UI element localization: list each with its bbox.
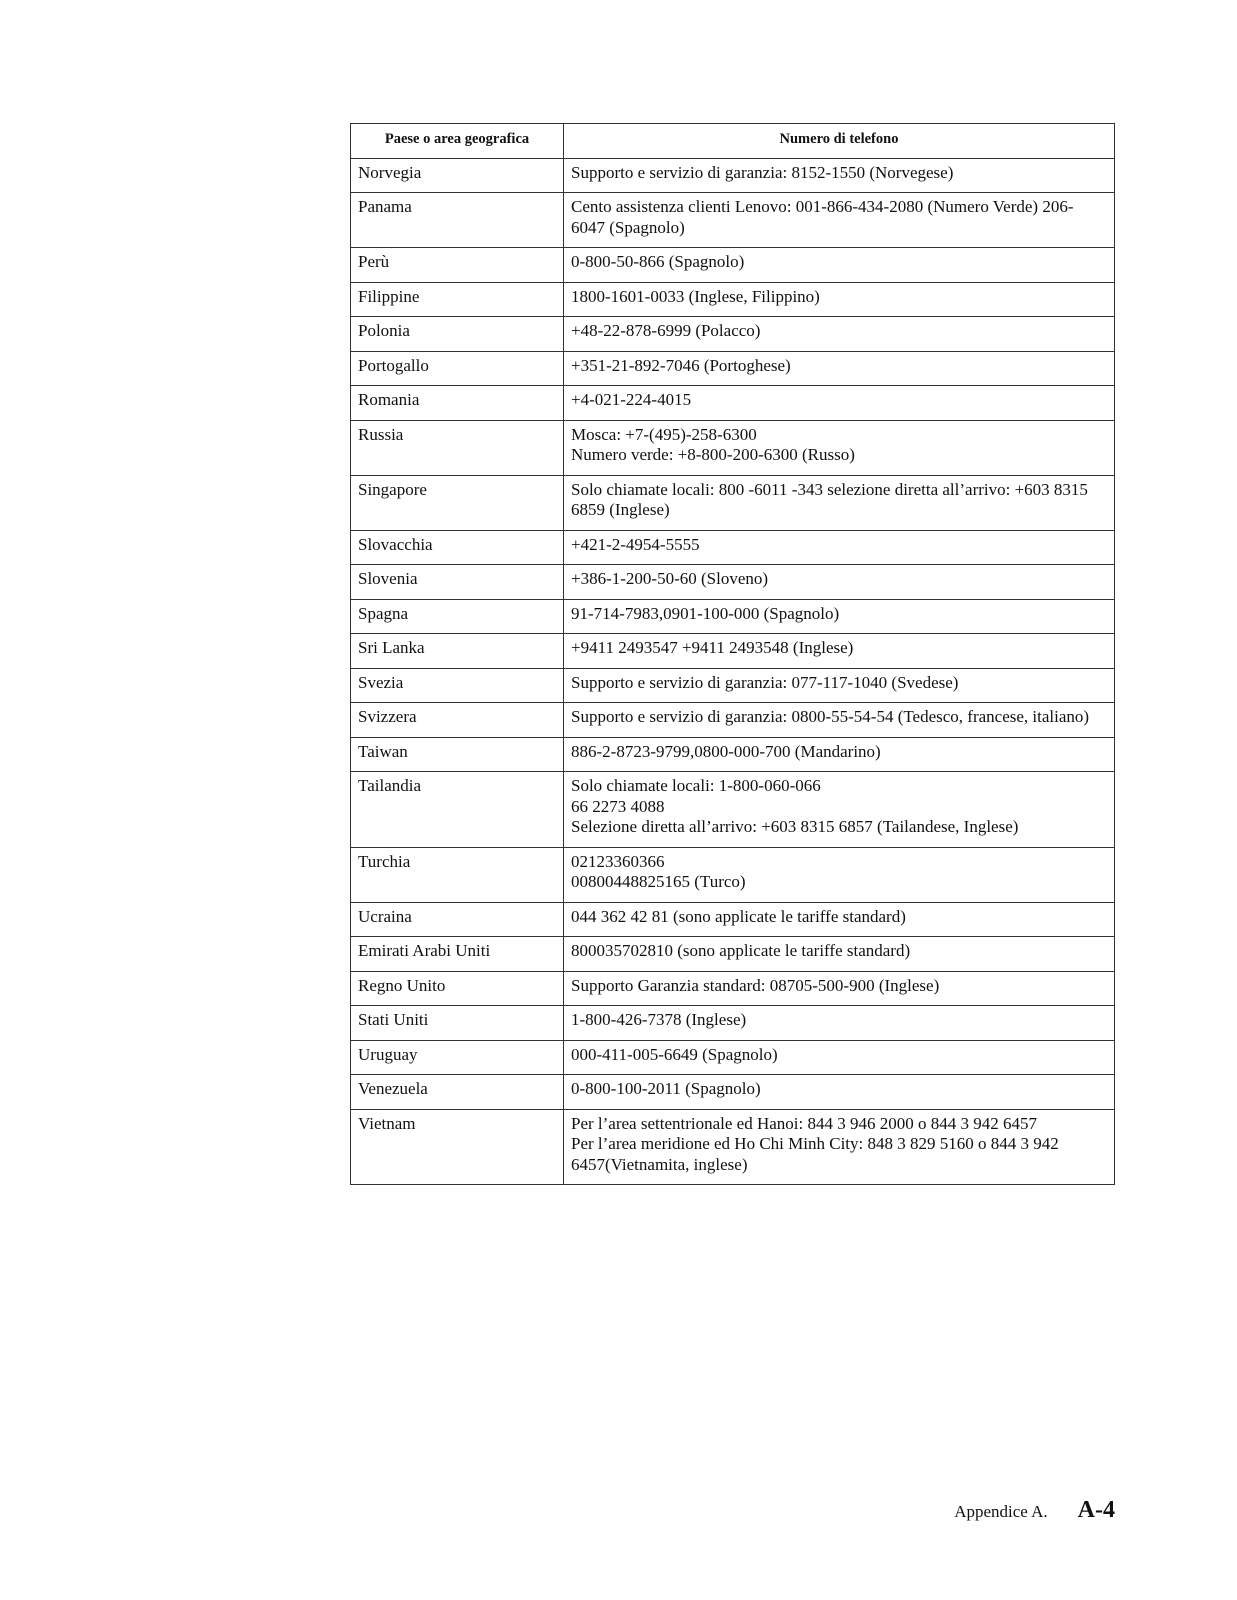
country-cell: Svizzera [351,703,564,738]
country-cell: Turchia [351,847,564,902]
table-row [351,386,1115,421]
phone-cell [564,530,1115,565]
phone-cell [564,772,1115,848]
phone-line: 0-800-50-866 (Spagnolo) [571,252,745,271]
phone-cell [564,634,1115,669]
phone-line: 886-2-8723-9799,0800-000-700 (Mandarino) [571,741,881,761]
country-cell: Panama [351,193,564,248]
phone-cell [564,248,1115,283]
phone-line: Per l’area meridione ed Ho Chi Minh City: 848 3 829 5160 o 844 3 942 6457(Vietnamita, inglese) [571,1134,1059,1174]
table-row [351,1040,1115,1075]
table-row [351,737,1115,772]
phone-cell [564,599,1115,634]
phone-line: 66 2273 4088 [571,796,665,816]
phone-line: 91-714-7983,0901-100-000 (Spagnolo) [571,603,840,623]
page-footer [954,1497,1115,1524]
phone-cell [564,317,1115,352]
phone-cell [564,668,1115,703]
phone-cell [564,1006,1115,1041]
phone-cell [564,565,1115,600]
table-row [351,971,1115,1006]
phone-line: Per l’area settentrionale ed Hanoi: 844 3 946 2000 o 844 3 942 6457 [571,1113,1037,1133]
phone-cell [564,158,1115,193]
phone-line: Cento assistenza clienti Lenovo: 001-866-434-2080 (Numero Verde) 206-6047 (Spagnolo) [571,197,1074,237]
phone-line: Numero verde: +8-800-200-6300 (Russo) [571,445,855,464]
country-cell: Russia [351,420,564,475]
table-row [351,937,1115,972]
country-cell: Polonia [351,317,564,352]
phone-line: 1-800-426-7378 (Inglese) [571,1010,747,1029]
phone-cell [564,420,1115,475]
phone-cell [564,1040,1115,1075]
phone-line: +421-2-4954-5555 [571,534,700,554]
footer-section-label: Appendice A. [954,1502,1048,1521]
table-row [351,317,1115,352]
table-row [351,599,1115,634]
table-row [351,565,1115,600]
country-cell: Emirati Arabi Uniti [351,937,564,972]
table-row [351,703,1115,738]
table-row [351,1109,1115,1185]
country-cell: Taiwan [351,737,564,772]
phone-cell [564,902,1115,937]
phone-cell [564,937,1115,972]
page-number: A-4 [1077,1497,1115,1523]
table-row [351,634,1115,669]
phone-line: +48-22-878-6999 (Polacco) [571,321,761,340]
country-cell: Svezia [351,668,564,703]
country-cell: Portogallo [351,351,564,386]
table-row [351,193,1115,248]
phone-cell [564,351,1115,386]
phone-line: Supporto e servizio di garanzia: 8152-1550 (Norvegese) [571,162,954,182]
phone-cell [564,193,1115,248]
phone-line: Supporto e servizio di garanzia: 077-117-1040 (Svedese) [571,672,959,692]
country-cell: Sri Lanka [351,634,564,669]
table-row [351,530,1115,565]
phone-line: +386-1-200-50-60 (Sloveno) [571,569,769,588]
table-row [351,772,1115,848]
header-row [351,124,1115,159]
country-cell: Ucraina [351,902,564,937]
phone-line: 00800448825165 (Turco) [571,872,746,891]
phone-line: Selezione diretta all’arrivo: +603 8315 6857 (Tailandese, Inglese) [571,817,1019,836]
country-cell: Perù [351,248,564,283]
phone-line: 0-800-100-2011 (Spagnolo) [571,1079,761,1098]
table-body [351,158,1115,1185]
phone-line: +4-021-224-4015 [571,390,692,409]
phone-line: Supporto e servizio di garanzia: 0800-55-54-54 (Tedesco, francese, italiano) [571,707,1090,726]
phone-cell [564,737,1115,772]
phone-cell [564,475,1115,530]
table-row [351,847,1115,902]
phone-line: Solo chiamate locali: 800 -6011 -343 selezione diretta all’arrivo: +603 8315 6859 (Inglese) [571,479,1088,519]
table-header [351,124,1115,159]
phone-cell [564,1109,1115,1185]
phone-line: 02123360366 [571,851,665,871]
table-row [351,1075,1115,1110]
country-cell: Slovenia [351,565,564,600]
phone-cell [564,1075,1115,1110]
phone-line: 1800-1601-0033 (Inglese, Filippino) [571,286,820,306]
country-cell: Slovacchia [351,530,564,565]
phone-line: Solo chiamate locali: 1-800-060-066 [571,776,821,795]
table-row [351,158,1115,193]
phone-line: +351-21-892-7046 (Portoghese) [571,355,791,375]
table-row [351,1006,1115,1041]
table-row [351,668,1115,703]
table-row [351,351,1115,386]
country-cell: Regno Unito [351,971,564,1006]
phone-line: 044 362 42 81 (sono applicate le tariffe standard) [571,906,906,926]
phone-cell [564,971,1115,1006]
table-row [351,902,1115,937]
phone-directory-table [350,123,1115,1185]
country-cell: Romania [351,386,564,421]
phone-cell [564,282,1115,317]
phone-cell [564,703,1115,738]
country-cell: Filippine [351,282,564,317]
table-row [351,282,1115,317]
country-cell: Venezuela [351,1075,564,1110]
country-cell: Spagna [351,599,564,634]
phone-line: +9411 2493547 +9411 2493548 (Inglese) [571,638,854,657]
country-cell: Uruguay [351,1040,564,1075]
country-cell: Stati Uniti [351,1006,564,1041]
phone-cell [564,847,1115,902]
phone-line: 800035702810 (sono applicate le tariffe standard) [571,941,911,960]
column-header-phone: Numero di telefono [564,124,1115,159]
column-header-country: Paese o area geografica [351,124,564,159]
country-cell: Tailandia [351,772,564,848]
table-row [351,420,1115,475]
phone-cell [564,386,1115,421]
table-row [351,475,1115,530]
phone-line: 000-411-005-6649 (Spagnolo) [571,1044,778,1064]
country-cell: Singapore [351,475,564,530]
country-cell: Norvegia [351,158,564,193]
phone-line: Mosca: +7-(495)-258-6300 [571,424,757,444]
country-cell: Vietnam [351,1109,564,1185]
table-row [351,248,1115,283]
phone-line: Supporto Garanzia standard: 08705-500-900 (Inglese) [571,975,940,995]
